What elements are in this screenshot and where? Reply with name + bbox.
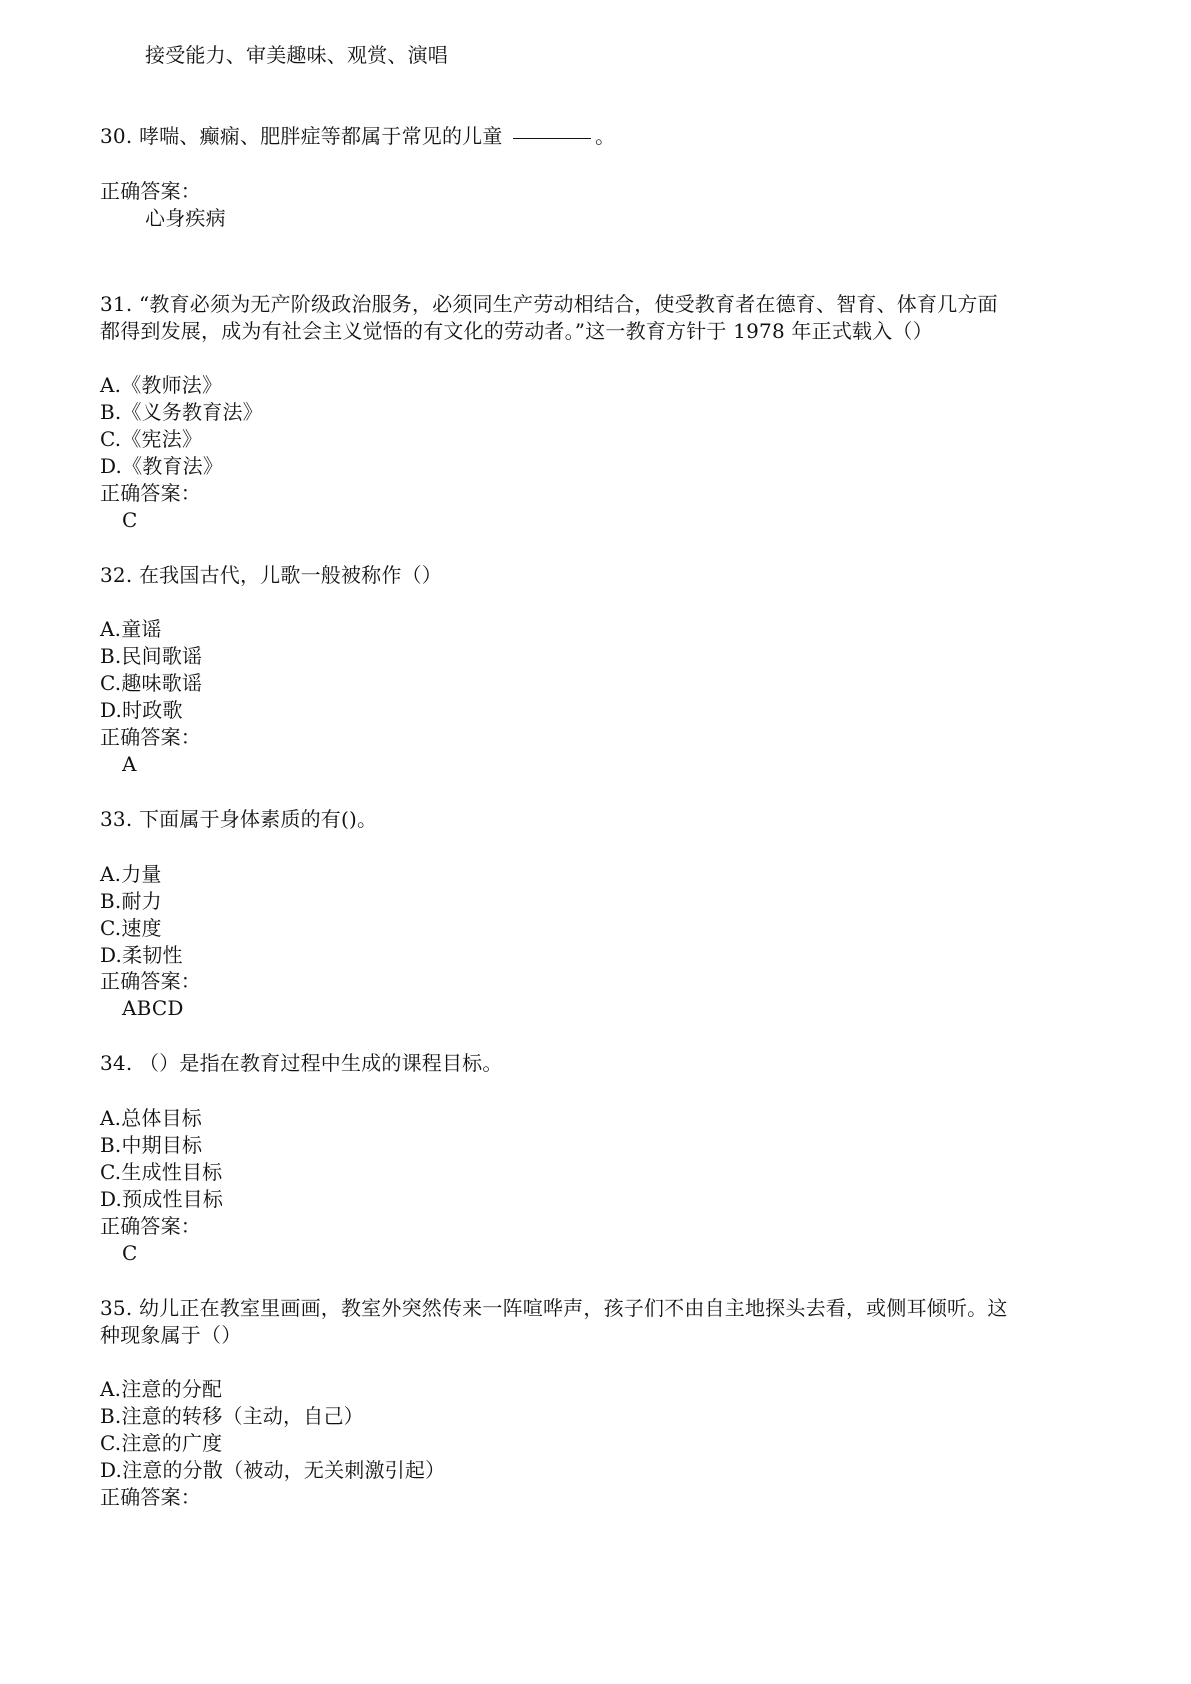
option-34-d: D.预成性目标 [100, 1187, 224, 1211]
question-30-text: 30. 哮喘、癫痫、肥胖症等都属于常见的儿童 [100, 124, 503, 148]
answer-30: 心身疾病 [145, 206, 226, 230]
question-35-line1: 35. 幼儿正在教室里画画，教室外突然传来一阵喧哗声，孩子们不由自主地探头去看，或侧耳倾听。这 [100, 1296, 1008, 1320]
option-32-c: C.趣味歌谣 [100, 671, 203, 695]
question-34: 34. （）是指在教育过程中生成的课程目标。 [100, 1051, 503, 1075]
option-33-a: A.力量 [100, 862, 162, 886]
question-32: 32. 在我国古代，儿歌一般被称作（） [100, 563, 442, 587]
prev-answer: 接受能力、审美趣味、观赏、演唱 [145, 43, 448, 67]
option-33-b: B.耐力 [100, 889, 162, 913]
question-31-line2: 都得到发展，成为有社会主义觉悟的有文化的劳动者。”这一教育方针于 1978 年正式载入（） [100, 319, 933, 343]
answer-34: C [122, 1241, 138, 1265]
option-32-b: B.民间歌谣 [100, 644, 203, 668]
answer-label: 正确答案： [100, 481, 201, 505]
option-35-c: C.注意的广度 [100, 1431, 223, 1455]
answer-label: 正确答案： [100, 969, 201, 993]
fill-blank [513, 138, 591, 139]
question-31-line1: 31. “教育必须为无产阶级政治服务，必须同生产劳动相结合，使受教育者在德育、智育、体育几方面 [100, 292, 998, 316]
option-31-d: D.《教育法》 [100, 454, 224, 478]
option-34-b: B.中期目标 [100, 1133, 203, 1157]
answer-31: C [122, 508, 138, 532]
option-31-c: C.《宪法》 [100, 427, 203, 451]
question-35-line2: 种现象属于（） [100, 1323, 242, 1347]
option-31-a: A.《教师法》 [100, 373, 223, 397]
question-30 [100, 122, 615, 150]
option-34-a: A.总体目标 [100, 1106, 203, 1130]
answer-label: 正确答案： [100, 1485, 201, 1509]
option-33-c: C.速度 [100, 916, 162, 940]
option-35-d: D.注意的分散（被动，无关刺激引起） [100, 1458, 446, 1482]
answer-32: A [122, 752, 137, 776]
answer-label: 正确答案： [100, 725, 201, 749]
option-34-c: C.生成性目标 [100, 1160, 223, 1184]
answer-label: 正确答案： [100, 1214, 201, 1238]
answer-label: 正确答案： [100, 179, 201, 203]
option-32-a: A.童谣 [100, 617, 162, 641]
option-35-a: A.注意的分配 [100, 1377, 223, 1401]
option-33-d: D.柔韧性 [100, 943, 183, 967]
option-35-b: B.注意的转移（主动，自己） [100, 1404, 364, 1428]
answer-33: ABCD [122, 996, 184, 1020]
question-30-text-end: 。 [595, 124, 616, 148]
question-33: 33. 下面属于身体素质的有()。 [100, 807, 378, 831]
option-31-b: B.《义务教育法》 [100, 400, 263, 424]
option-32-d: D.时政歌 [100, 698, 183, 722]
